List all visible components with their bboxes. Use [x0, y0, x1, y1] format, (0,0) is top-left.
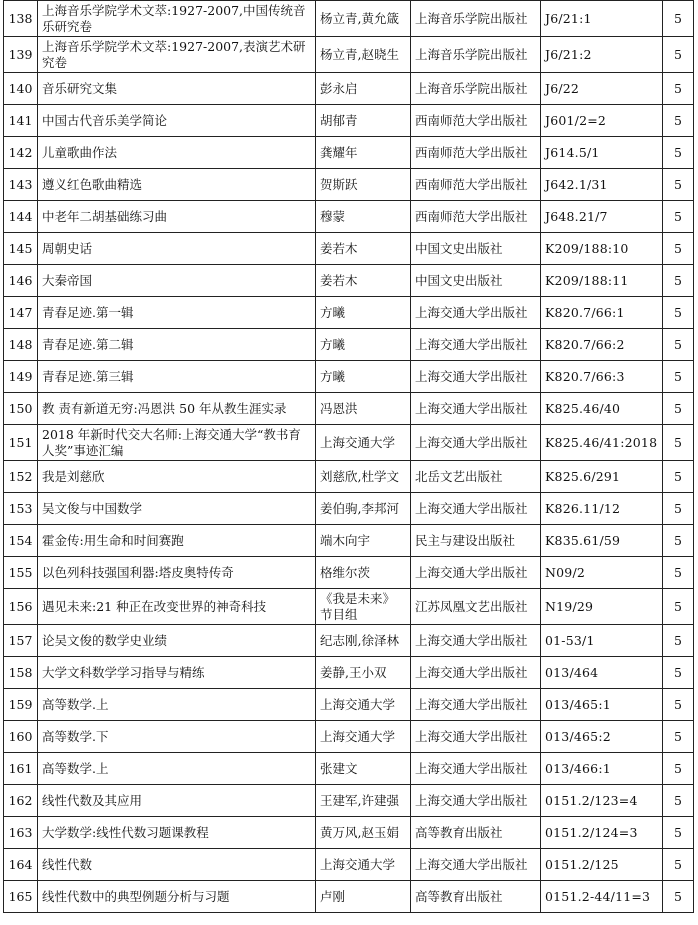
book-title: 遵义红色歌曲精选 — [38, 169, 316, 201]
book-title: 以色列科技强国利器:塔皮奥特传奇 — [38, 557, 316, 589]
book-title: 论吴文俊的数学史业绩 — [38, 625, 316, 657]
book-author: 张建文 — [316, 753, 411, 785]
book-list-body — [4, 1, 694, 913]
book-title: 霍金传:用生命和时间赛跑 — [38, 525, 316, 557]
table-row — [4, 689, 694, 721]
table-row — [4, 589, 694, 625]
table-row — [4, 37, 694, 73]
book-publisher: 上海音乐学院出版社 — [411, 1, 541, 37]
row-number: 156 — [4, 589, 38, 625]
call-number: 0151.2/124=3 — [541, 817, 663, 849]
row-number: 150 — [4, 393, 38, 425]
book-author: 方曦 — [316, 297, 411, 329]
table-row — [4, 361, 694, 393]
book-publisher: 江苏凤凰文艺出版社 — [411, 589, 541, 625]
book-title: 教 责有新道无穷:冯恩洪 50 年从教生涯实录 — [38, 393, 316, 425]
book-publisher: 上海交通大学出版社 — [411, 625, 541, 657]
book-publisher: 上海交通大学出版社 — [411, 657, 541, 689]
call-number: J601/2=2 — [541, 105, 663, 137]
call-number: K820.7/66:1 — [541, 297, 663, 329]
book-title: 我是刘慈欣 — [38, 461, 316, 493]
row-number: 151 — [4, 425, 38, 461]
row-number: 149 — [4, 361, 38, 393]
call-number: K826.11/12 — [541, 493, 663, 525]
book-title: 儿童歌曲作法 — [38, 137, 316, 169]
book-publisher: 西南师范大学出版社 — [411, 169, 541, 201]
book-publisher: 上海交通大学出版社 — [411, 849, 541, 881]
row-number: 158 — [4, 657, 38, 689]
book-list-table — [3, 0, 694, 913]
book-publisher: 上海交通大学出版社 — [411, 361, 541, 393]
table-row — [4, 393, 694, 425]
call-number: 013/465:2 — [541, 721, 663, 753]
book-author: 胡郁青 — [316, 105, 411, 137]
copy-count: 5 — [663, 297, 694, 329]
row-number: 142 — [4, 137, 38, 169]
table-row — [4, 73, 694, 105]
call-number: 0151.2/123=4 — [541, 785, 663, 817]
book-author: 王建军,许建强 — [316, 785, 411, 817]
book-author: 端木向宇 — [316, 525, 411, 557]
row-number: 160 — [4, 721, 38, 753]
table-row — [4, 1, 694, 37]
copy-count: 5 — [663, 657, 694, 689]
book-title: 吴文俊与中国数学 — [38, 493, 316, 525]
copy-count: 5 — [663, 201, 694, 233]
table-row — [4, 265, 694, 297]
table-row — [4, 425, 694, 461]
table-row — [4, 169, 694, 201]
copy-count: 5 — [663, 849, 694, 881]
row-number: 145 — [4, 233, 38, 265]
row-number: 139 — [4, 37, 38, 73]
row-number: 138 — [4, 1, 38, 37]
book-author: 姜若木 — [316, 233, 411, 265]
table-row — [4, 105, 694, 137]
copy-count: 5 — [663, 785, 694, 817]
table-row — [4, 201, 694, 233]
book-author: 刘慈欣,杜学文 — [316, 461, 411, 493]
book-title: 高等数学.上 — [38, 753, 316, 785]
call-number: K825.46/41:2018 — [541, 425, 663, 461]
book-title: 中老年二胡基础练习曲 — [38, 201, 316, 233]
book-author: 杨立青,赵晓生 — [316, 37, 411, 73]
book-publisher: 上海交通大学出版社 — [411, 721, 541, 753]
book-publisher: 上海交通大学出版社 — [411, 493, 541, 525]
book-title: 线性代数 — [38, 849, 316, 881]
book-title: 遇见未来:21 种正在改变世界的神奇科技 — [38, 589, 316, 625]
copy-count: 5 — [663, 73, 694, 105]
row-number: 143 — [4, 169, 38, 201]
book-author: 上海交通大学 — [316, 849, 411, 881]
call-number: K835.61/59 — [541, 525, 663, 557]
call-number: J614.5/1 — [541, 137, 663, 169]
row-number: 161 — [4, 753, 38, 785]
row-number: 154 — [4, 525, 38, 557]
book-title: 青春足迹.第三辑 — [38, 361, 316, 393]
book-title: 高等数学.上 — [38, 689, 316, 721]
book-author: 格维尔茨 — [316, 557, 411, 589]
table-row — [4, 233, 694, 265]
table-row — [4, 657, 694, 689]
copy-count: 5 — [663, 233, 694, 265]
row-number: 153 — [4, 493, 38, 525]
table-row — [4, 557, 694, 589]
book-author: 杨立青,黄允箴 — [316, 1, 411, 37]
row-number: 157 — [4, 625, 38, 657]
book-author: 纪志刚,徐泽林 — [316, 625, 411, 657]
book-title: 上海音乐学院学术文萃:1927-2007,表演艺术研究卷 — [38, 37, 316, 73]
table-row — [4, 329, 694, 361]
book-title: 大秦帝国 — [38, 265, 316, 297]
book-publisher: 中国文史出版社 — [411, 265, 541, 297]
book-author: 方曦 — [316, 329, 411, 361]
table-row — [4, 625, 694, 657]
table-row — [4, 753, 694, 785]
row-number: 165 — [4, 881, 38, 913]
call-number: J6/22 — [541, 73, 663, 105]
copy-count: 5 — [663, 689, 694, 721]
book-author: 《我是未来》节目组 — [316, 589, 411, 625]
table-row — [4, 817, 694, 849]
copy-count: 5 — [663, 557, 694, 589]
call-number: K825.46/40 — [541, 393, 663, 425]
book-title: 周朝史话 — [38, 233, 316, 265]
copy-count: 5 — [663, 721, 694, 753]
book-publisher: 上海交通大学出版社 — [411, 753, 541, 785]
copy-count: 5 — [663, 329, 694, 361]
call-number: 013/465:1 — [541, 689, 663, 721]
row-number: 148 — [4, 329, 38, 361]
book-publisher: 上海交通大学出版社 — [411, 425, 541, 461]
copy-count: 5 — [663, 425, 694, 461]
book-author: 穆蒙 — [316, 201, 411, 233]
book-publisher: 西南师范大学出版社 — [411, 137, 541, 169]
copy-count: 5 — [663, 1, 694, 37]
table-row — [4, 297, 694, 329]
book-title: 青春足迹.第二辑 — [38, 329, 316, 361]
call-number: 01-53/1 — [541, 625, 663, 657]
copy-count: 5 — [663, 169, 694, 201]
book-title: 大学文科数学学习指导与精练 — [38, 657, 316, 689]
call-number: K825.6/291 — [541, 461, 663, 493]
table-row — [4, 137, 694, 169]
row-number: 162 — [4, 785, 38, 817]
call-number: J648.21/7 — [541, 201, 663, 233]
table-row — [4, 493, 694, 525]
book-publisher: 上海交通大学出版社 — [411, 393, 541, 425]
book-publisher: 上海音乐学院出版社 — [411, 73, 541, 105]
book-publisher: 西南师范大学出版社 — [411, 105, 541, 137]
book-title: 高等数学.下 — [38, 721, 316, 753]
row-number: 141 — [4, 105, 38, 137]
copy-count: 5 — [663, 525, 694, 557]
call-number: J6/21:1 — [541, 1, 663, 37]
book-publisher: 北岳文艺出版社 — [411, 461, 541, 493]
table-row — [4, 721, 694, 753]
book-publisher: 高等教育出版社 — [411, 817, 541, 849]
row-number: 144 — [4, 201, 38, 233]
book-title: 上海音乐学院学术文萃:1927-2007,中国传统音乐研究卷 — [38, 1, 316, 37]
call-number: J642.1/31 — [541, 169, 663, 201]
book-title: 线性代数中的典型例题分析与习题 — [38, 881, 316, 913]
table-row — [4, 849, 694, 881]
book-author: 上海交通大学 — [316, 689, 411, 721]
book-publisher: 上海交通大学出版社 — [411, 297, 541, 329]
book-publisher: 上海交通大学出版社 — [411, 785, 541, 817]
row-number: 159 — [4, 689, 38, 721]
copy-count: 5 — [663, 817, 694, 849]
call-number: N09/2 — [541, 557, 663, 589]
book-publisher: 上海交通大学出版社 — [411, 557, 541, 589]
table-row — [4, 461, 694, 493]
table-row — [4, 785, 694, 817]
book-publisher: 上海音乐学院出版社 — [411, 37, 541, 73]
book-publisher: 西南师范大学出版社 — [411, 201, 541, 233]
book-publisher: 上海交通大学出版社 — [411, 329, 541, 361]
copy-count: 5 — [663, 393, 694, 425]
book-author: 上海交通大学 — [316, 721, 411, 753]
copy-count: 5 — [663, 265, 694, 297]
book-author: 彭永启 — [316, 73, 411, 105]
book-publisher: 民主与建设出版社 — [411, 525, 541, 557]
book-author: 龚耀年 — [316, 137, 411, 169]
book-title: 青春足迹.第一辑 — [38, 297, 316, 329]
book-author: 卢刚 — [316, 881, 411, 913]
call-number: 013/464 — [541, 657, 663, 689]
book-publisher: 中国文史出版社 — [411, 233, 541, 265]
book-publisher: 上海交通大学出版社 — [411, 689, 541, 721]
row-number: 146 — [4, 265, 38, 297]
call-number: K820.7/66:2 — [541, 329, 663, 361]
call-number: K209/188:11 — [541, 265, 663, 297]
row-number: 155 — [4, 557, 38, 589]
book-title: 音乐研究文集 — [38, 73, 316, 105]
call-number: K820.7/66:3 — [541, 361, 663, 393]
book-author: 姜伯驹,李邦河 — [316, 493, 411, 525]
call-number: K209/188:10 — [541, 233, 663, 265]
call-number: 0151.2-44/11=3 — [541, 881, 663, 913]
row-number: 140 — [4, 73, 38, 105]
book-title: 中国古代音乐美学简论 — [38, 105, 316, 137]
copy-count: 5 — [663, 493, 694, 525]
book-title: 2018 年新时代交大名师:上海交通大学“教书育人奖”事迹汇编 — [38, 425, 316, 461]
book-author: 黄万风,赵玉娟 — [316, 817, 411, 849]
copy-count: 5 — [663, 881, 694, 913]
book-author: 姜静,王小双 — [316, 657, 411, 689]
copy-count: 5 — [663, 589, 694, 625]
book-title: 线性代数及其应用 — [38, 785, 316, 817]
book-title: 大学数学:线性代数习题课教程 — [38, 817, 316, 849]
copy-count: 5 — [663, 361, 694, 393]
copy-count: 5 — [663, 137, 694, 169]
book-author: 方曦 — [316, 361, 411, 393]
copy-count: 5 — [663, 37, 694, 73]
call-number: 0151.2/125 — [541, 849, 663, 881]
row-number: 152 — [4, 461, 38, 493]
book-author: 上海交通大学 — [316, 425, 411, 461]
copy-count: 5 — [663, 625, 694, 657]
row-number: 147 — [4, 297, 38, 329]
table-row — [4, 881, 694, 913]
book-author: 冯恩洪 — [316, 393, 411, 425]
book-publisher: 高等教育出版社 — [411, 881, 541, 913]
copy-count: 5 — [663, 105, 694, 137]
call-number: 013/466:1 — [541, 753, 663, 785]
call-number: J6/21:2 — [541, 37, 663, 73]
copy-count: 5 — [663, 461, 694, 493]
copy-count: 5 — [663, 753, 694, 785]
call-number: N19/29 — [541, 589, 663, 625]
row-number: 164 — [4, 849, 38, 881]
row-number: 163 — [4, 817, 38, 849]
book-author: 贺斯跃 — [316, 169, 411, 201]
table-row — [4, 525, 694, 557]
book-author: 姜若木 — [316, 265, 411, 297]
